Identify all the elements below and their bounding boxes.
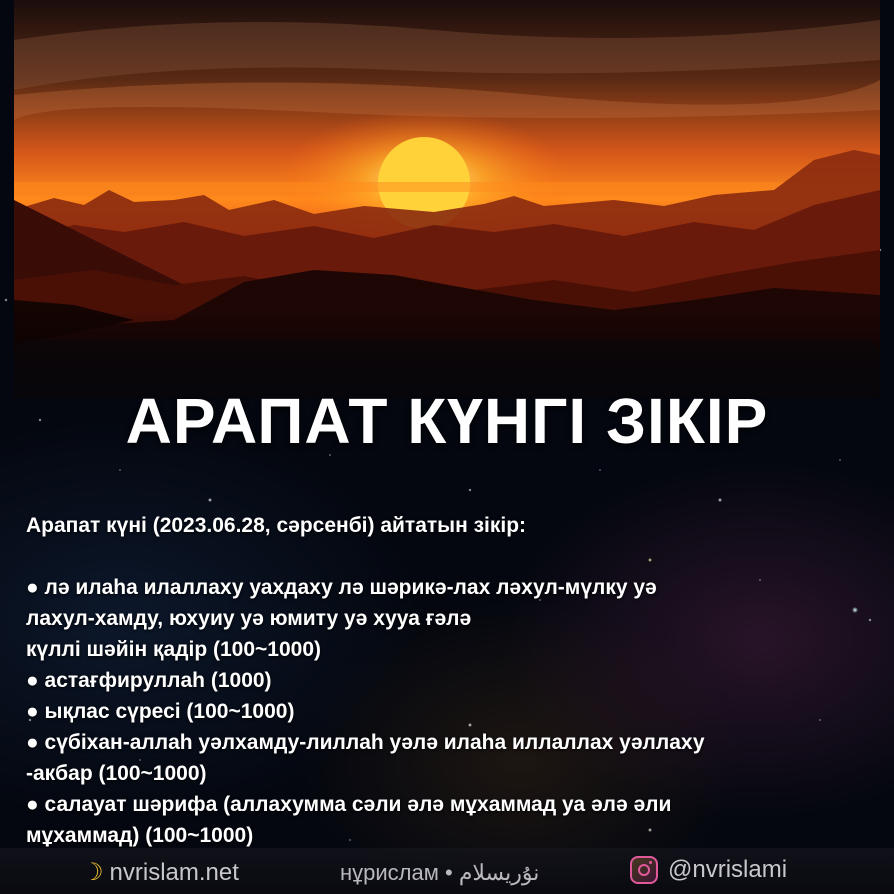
dhikr-line: ● лә илаһа илаллаху уахдаху лә шәрикә-лах ләхул-мүлку уә [26,576,657,599]
website-text: nvrislam.net [109,858,239,886]
dhikr-line: күллі шәйін қадір (100~1000) [26,638,322,661]
dhikr-line: ● сүбіхан-аллаһ уәлхамду-лиллаһ уәлә илаһа иллаллах уәллаху [26,731,705,754]
dhikr-line: -акбар (100~1000) [26,762,207,785]
instagram-icon [630,856,658,884]
moon-icon: ☽ [82,859,104,886]
instagram-link[interactable] [630,856,787,884]
dhikr-line: ● астағфируллаһ (1000) [26,669,272,692]
intro-line: Арапат күні (2023.06.28, сәрсенбі) айтатын зікір: [26,514,527,537]
brand-name: нұрислам • نۇريسلام [340,860,540,885]
footer-bar [0,848,894,894]
website-link[interactable] [82,858,239,887]
instagram-handle: @nvrislami [668,856,788,883]
spacer [26,541,876,572]
dhikr-line: ● ықлас сүресі (100~1000) [26,700,295,723]
dhikr-line: мұхаммад) (100~1000) [26,824,254,847]
page-title: АРАПАТ КҮНГІ ЗІКІР [125,385,769,457]
sunset-image [14,0,880,398]
dhikr-line: ● салауат шәрифа (аллахумма сәли әлә мұхаммад уа әлә әли [26,793,672,816]
dhikr-line: лахул-хамду, юхуиу уә юмиту уә хууа ғәлә [26,607,472,630]
dhikr-text [26,510,876,851]
